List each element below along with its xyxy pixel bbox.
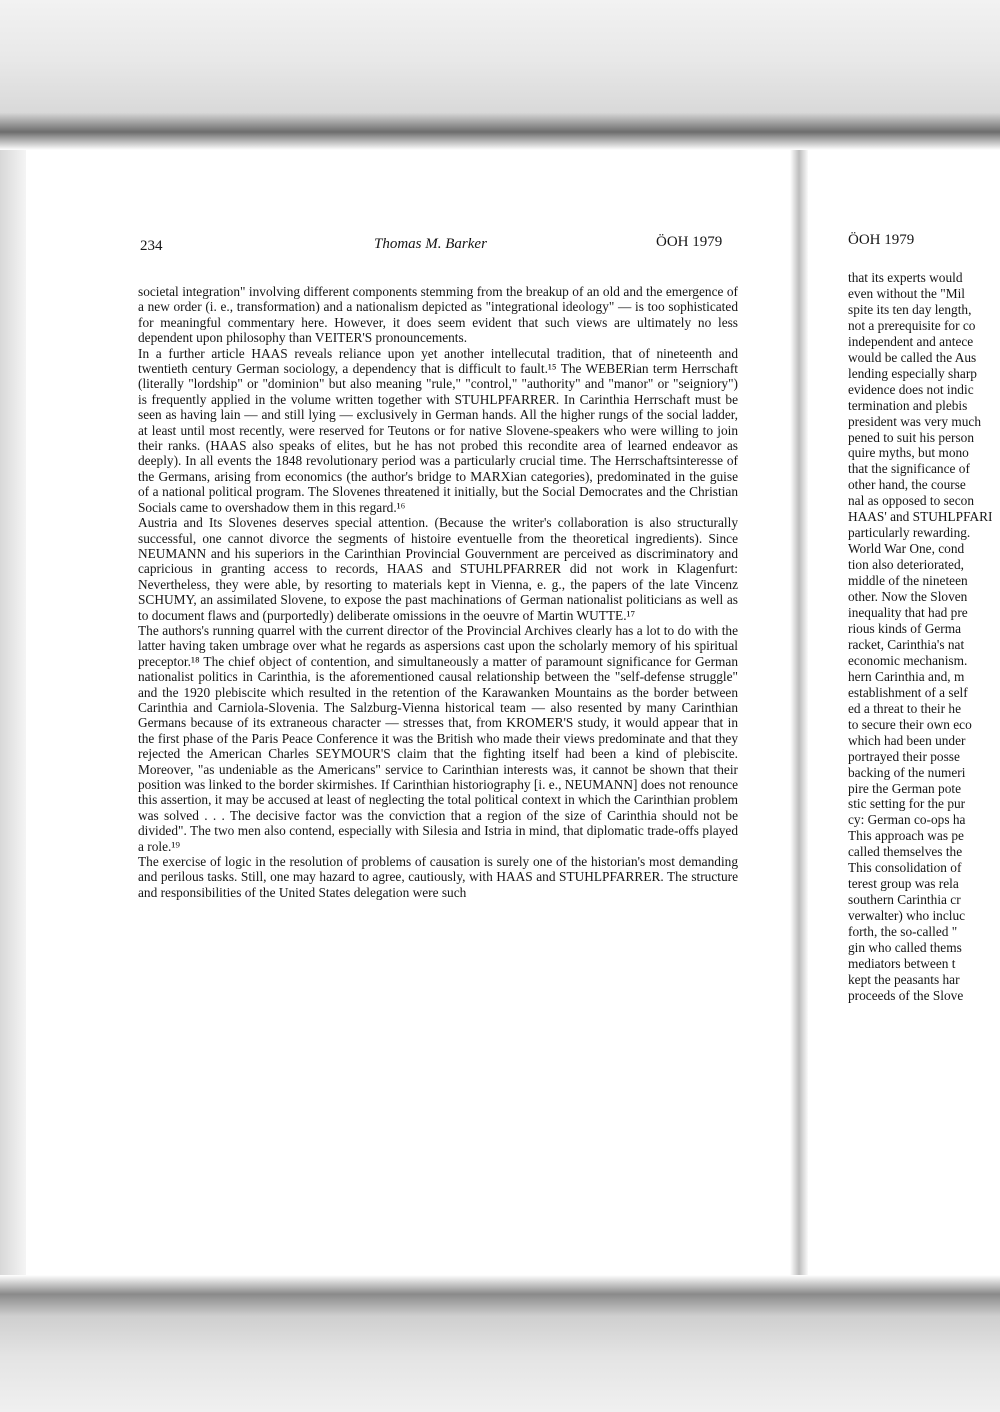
text-line: cy: German co-ops ha (848, 812, 966, 828)
text-line: backing of the numeri (848, 764, 966, 780)
text-line: rious kinds of Germa (848, 620, 962, 636)
text-line: nal as opposed to secon (848, 493, 974, 509)
scan-left-edge (0, 150, 26, 1280)
paragraph: The exercise of logic in the resolution of problems of causation is surely one of the historian's most demanding and perilous tasks. Still, one may hazard to agree, cautiously, with HAAS and STUHLPFARRER. The structure and responsibilities of the United States delegation were such (138, 854, 738, 900)
book-gutter (790, 150, 808, 1280)
text-line: not a prerequisite for co (848, 317, 976, 333)
text-line: middle of the nineteen (848, 573, 968, 589)
running-header (138, 232, 738, 256)
text-line: independent and antece (848, 333, 974, 349)
right-running-journal: ÖOH 1979 (848, 232, 915, 248)
text-line: lending especially sharp (848, 365, 977, 381)
text-line: establishment of a self (848, 684, 968, 700)
right-page-lines (848, 270, 1000, 1004)
text-line: pened to suit his person (848, 429, 975, 445)
text-line: gin who called thems (848, 940, 962, 956)
text-line: forth, the so-called " (848, 924, 958, 940)
text-line: verwalter) who incluc (848, 908, 966, 924)
text-line: tion also deteriorated, (848, 557, 964, 573)
text-line: president was very much (848, 413, 982, 429)
text-line: other hand, the course (848, 477, 966, 493)
text-line: termination and plebis (848, 397, 968, 413)
text-line: kept the peasants har (848, 971, 960, 987)
text-line: mediators between t (848, 955, 956, 971)
text-line: inequality that had pre (848, 605, 968, 621)
text-line: that its experts would (848, 270, 963, 285)
scan-bottom-shadow (0, 1275, 1000, 1412)
paragraph: In a further article HAAS reveals reliance upon yet another intellecutal tradition, that of nineteenth and twentieth century German sociology, a dependency that is difficult to fault.¹⁵ The WEBERian term Herrschaft (literally "lordship" or "dominion" but also meaning "rule," "control," "authority" and "manor" or "seigniory") is frequently applied in the volume written together with STUHLPFARRER. In Carinthia Herrschaft must be seen as having lain — and still lying — exclusively in German hands. All the higher rungs of the social ladder, at least until most recently, were reserved for Teutons or for native Slovene-speakers who were willing to join their ranks. (HAAS also speaks of elites, but he has not probed this recondite area of learned endeavor as deeply). In all events the 1848 revolutionary period was a particularly crucial time. The Herrschaftsinteresse of the Germans, arising from economics (the author's bridge to MARXian categories), predominated in the guise of a national political program. The Slovenes threatened it initially, but the Social Democrates and the Christian Socials came to overshadow them in this regard.¹⁶ (138, 345, 738, 515)
text-line: This approach was pe (848, 828, 964, 844)
text-line: proceeds of the Slove (848, 987, 964, 1003)
text-line: called themselves the (848, 844, 963, 860)
text-line: evidence does not indic (848, 381, 974, 397)
text-line: HAAS' and STUHLPFARI (848, 509, 993, 525)
text-line: quire myths, but mono (848, 445, 969, 461)
text-line: This consolidation of (848, 860, 962, 876)
running-author: Thomas M. Barker (374, 236, 487, 252)
text-line: ed a threat to their he (848, 700, 961, 716)
text-line: stic setting for the pur (848, 796, 966, 812)
text-line: other. Now the Sloven (848, 589, 968, 605)
page-number: 234 (140, 238, 163, 254)
text-line: terest group was rela (848, 876, 959, 892)
text-line: racket, Carinthia's nat (848, 636, 965, 652)
paragraph: The authors's running quarrel with the current director of the Provincial Archives clearly has a lot to do with the latter having taken umbrage over what he regards as aspersions cast upon the scholarly memory of his spiritual preceptor.¹⁸ The chief object of contention, and simultaneously a matter of paramount significance for German nationalist politics in Carinthia, is the aforementioned causal relationship between the "self-defense struggle" and the 1920 plebiscite which resulted in the retention of the Karawanken Mountains as the border between Carinthia and Carniola-Slovenia. The Salzburg-Vienna historical team — also resented by many Carinthian Germans because of its extraneous character — stresses that, from KROMER'S study, it would appear that in the first phase of the Paris Peace Conference it was the British who made their views predominate and that they rejected the American Charles SEYMOUR'S claim that the fighting itself had been a kind of plebiscite. Moreover, "as undeniable as the Americans" service to Carinthian interests was, it cannot be shown that their position was linked to the border skirmishes. If Carinthian historiography [i. e., NEUMANN] does not renounce this assertion, it may be accused at least of neglecting the total political context in which the Carinthian problem was solved . . . The decisive factor was the conviction that a region of the size of Carinthia should not be divided". The two men also contend, especially with Silesia and Istria in mind, that diplomatic trade-offs played a role.¹⁹ (138, 622, 738, 854)
text-line: even without the "Mil (848, 285, 965, 301)
paragraph: Austria and Its Slovenes deserves special attention. (Because the writer's collaboration is also structurally successful, one cannot divorce the segments of histoire eventuelle from the theoretical ingredients). Since NEUMANN and his superiors in the Carinthian Provincial Gouvernment are perceived as discriminatory and capricious in granting access to records, HAAS and STUHLPFARRER did not work in Klagenfurt: Nevertheless, they were able, by resorting to materials kept in Vienna, e. g., the papers of the late Vincenz SCHUMY, an assimilated Slovene, to expose the past machinations of German nationalist politicians as well as to document flaws and (purportedly) deliberate omissions in the oeuvre of Martin WUTTE.¹⁷ (138, 515, 738, 623)
text-line: particularly rewarding. (848, 525, 971, 541)
right-page (848, 230, 1000, 1004)
text-line: spite its ten day length, (848, 301, 972, 317)
text-line: portrayed their posse (848, 748, 960, 764)
text-line: that the significance of (848, 461, 970, 477)
text-line: pire the German pote (848, 780, 962, 796)
body-text (138, 284, 738, 900)
text-line: to secure their own eco (848, 716, 972, 732)
paragraph: societal integration" involving different components stemming from the breakup of an old and the emergence of a new order (i. e., transformation) and a nationalism depicted as "integrational ideology" — is too sophisticated for meaningful commentary here. However, it does seem evident that such views are ultimately no less dependent upon philosophy than VEITER'S pronouncements. (138, 284, 738, 346)
left-page (138, 232, 738, 900)
text-line: economic mechanism. (848, 652, 968, 668)
text-line: which had been under (848, 732, 966, 748)
text-line: southern Carinthia cr (848, 892, 961, 908)
running-journal: ÖOH 1979 (656, 234, 723, 250)
text-line: would be called the Aus (848, 349, 977, 365)
scan-top-shadow (0, 0, 1000, 150)
text-line: hern Carinthia and, m (848, 668, 965, 684)
text-line: World War One, cond (848, 541, 965, 557)
